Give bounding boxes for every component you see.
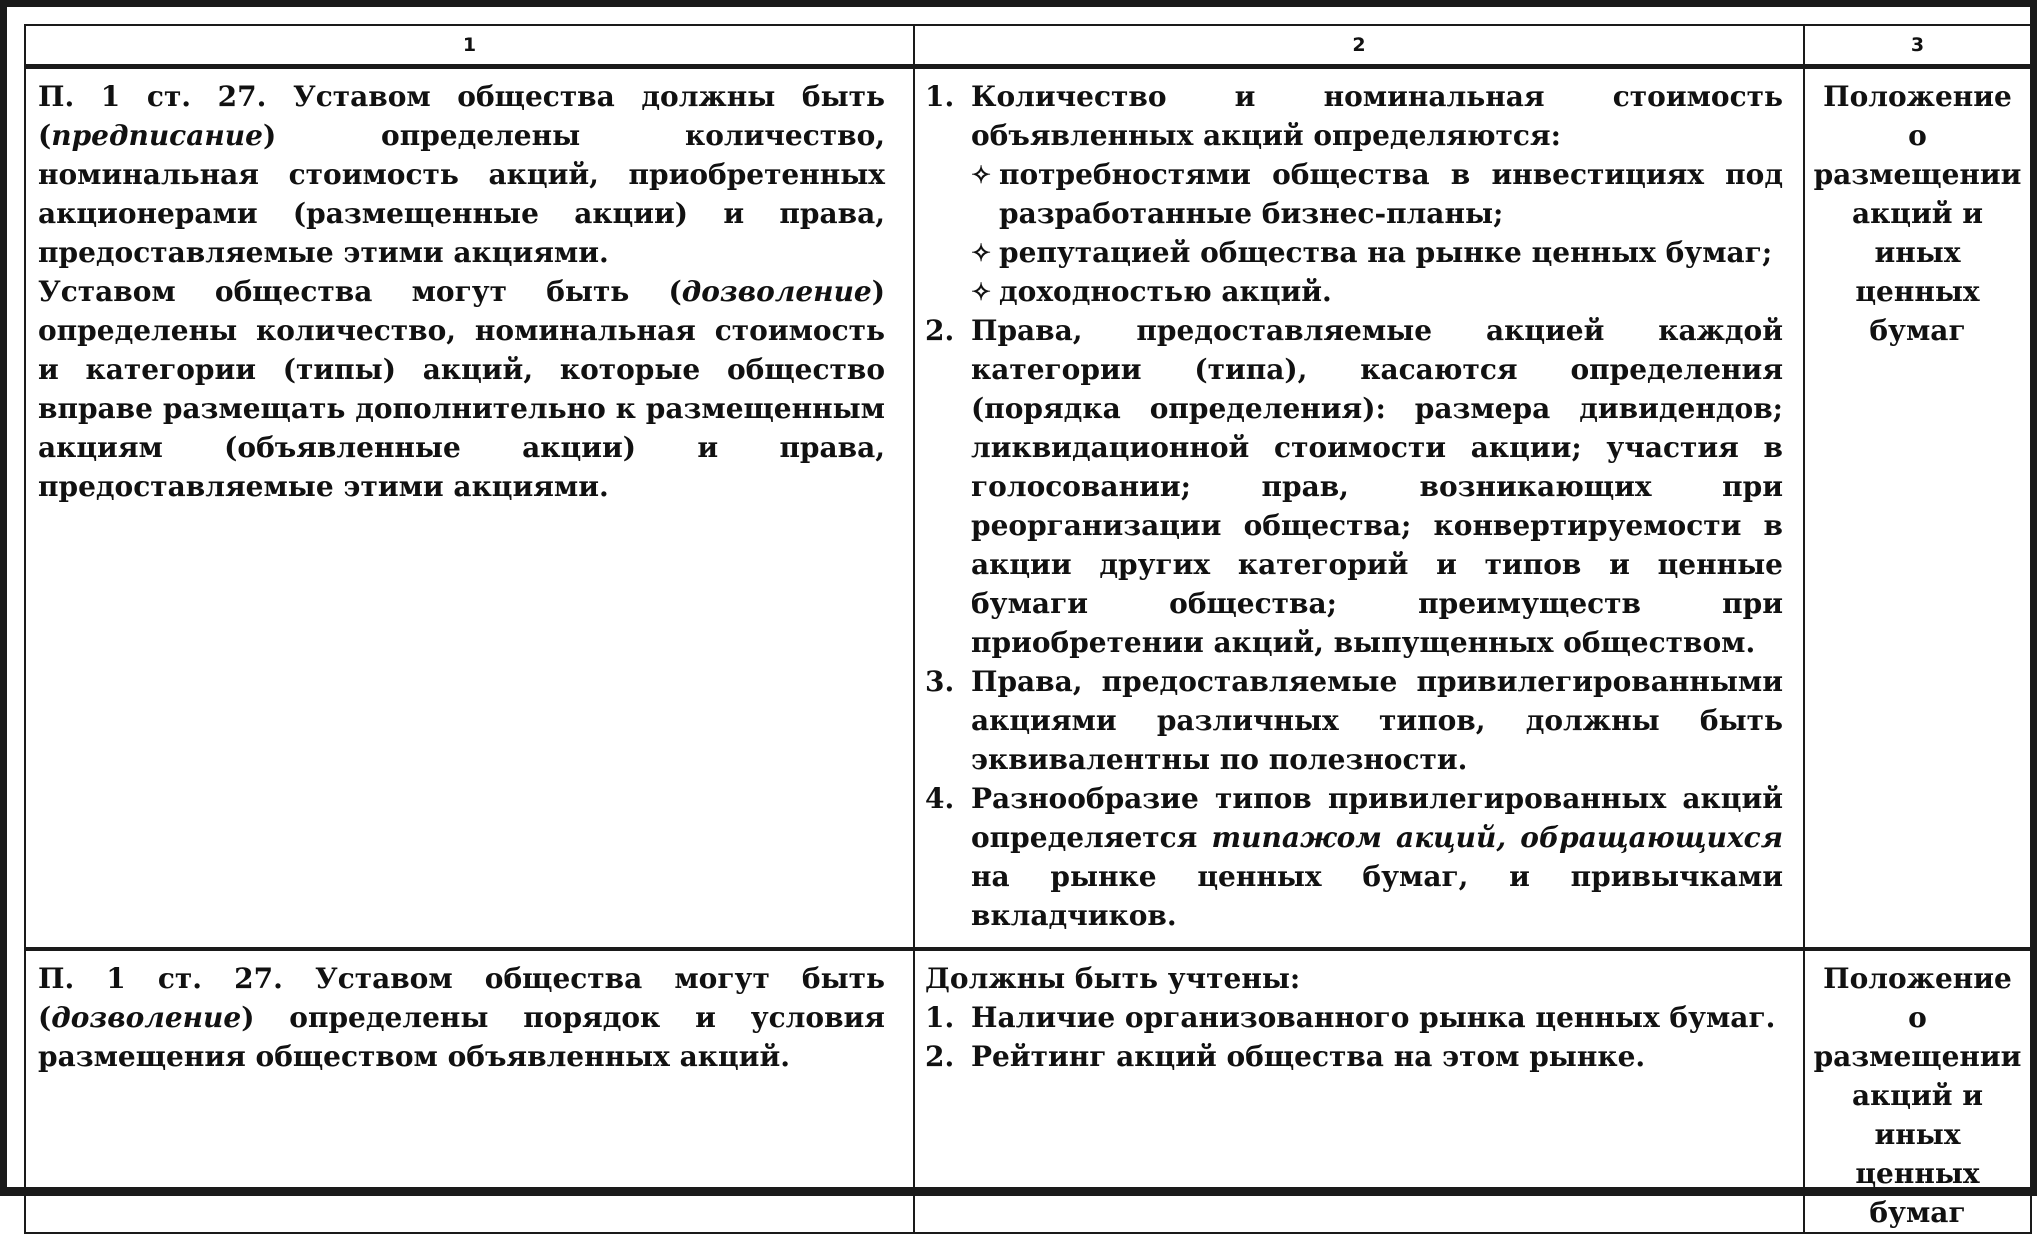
col-header-2: 2	[914, 25, 1804, 67]
sub-list-item: ✧ доходностью акций.	[971, 272, 1783, 311]
col-header-1: 1	[25, 25, 914, 67]
norm-paragraph: Уставом общества могут быть (дозволение) определены количество, номинальная стоимость и категории (типы) акций, которые общество вправе размещать дополнительно к размещенным акциям (объявленные акции) и права, предоставляемые этими акциями.	[38, 275, 885, 503]
diamond-bullet-icon: ✧	[971, 160, 992, 189]
list-item: 1. Количество и номинальная стоимость объявленных акций определяются:	[925, 80, 1783, 152]
norm-paragraph: П. 1 ст. 27. Уставом общества должны быть (предписание) определены количество, номинальная стоимость акций, приобретенных акционерами (размещенные акции) и права, предоставляемые этими акциями.	[38, 80, 886, 269]
interpretation-cell	[914, 949, 1804, 1233]
source-document-cell: Положение о размещении акций и иных ценных бумаг	[1804, 949, 2031, 1233]
regulation-table	[24, 24, 2032, 1234]
list-item: 4. Разнообразие типов привилегированных акций определяется типажом акций, обращающихся на рынке ценных бумаг, и привычками вкладчиков.	[925, 782, 1783, 932]
article-ref: П. 1 ст. 27.	[38, 80, 267, 113]
source-document-cell: Положение о размещении акций и иных ценных бумаг	[1804, 67, 2031, 950]
legal-norm-cell	[25, 67, 914, 950]
list-item: 3. Права, предоставляемые привилегированными акциями различных типов, должны быть эквивалентны по полезности.	[925, 665, 1783, 776]
table-row	[25, 949, 2031, 1233]
list-item: 2. Рейтинг акций общества на этом рынке.	[925, 1040, 1646, 1073]
article-ref: П. 1 ст. 27.	[38, 962, 283, 995]
sub-list-item: ✧ потребностями общества в инвестициях под разработанные бизнес-планы;	[971, 155, 1783, 233]
col-header-3: 3	[1804, 25, 2031, 67]
interpretation-cell	[914, 67, 1804, 950]
diamond-bullet-icon: ✧	[971, 238, 992, 267]
header-row	[25, 25, 2031, 67]
list-item: 2. Права, предоставляемые акцией каждой категории (типа), касаются определения (порядка определения): размера дивидендов; ликвидационной стоимости акции; участия в голосовании; прав, возникающих при реорганизации общества; конвертируемости в акции других категорий и типов и ценные бумаги общества; преимуществ при приобретении акций, выпущенных обществом.	[925, 314, 1783, 659]
list-item: 1. Наличие организованного рынка ценных бумаг.	[925, 1001, 1776, 1034]
legal-norm-cell	[25, 949, 914, 1233]
table-row	[25, 67, 2031, 950]
sub-list-item: ✧ репутацией общества на рынке ценных бумаг;	[971, 233, 1783, 272]
diamond-bullet-icon: ✧	[971, 277, 992, 306]
norm-paragraph: П. 1 ст. 27. Уставом общества могут быть (дозволение) определены порядок и условия размещения обществом объявленных акций.	[38, 962, 885, 1073]
list-lead: Должны быть учтены:	[925, 962, 1301, 995]
